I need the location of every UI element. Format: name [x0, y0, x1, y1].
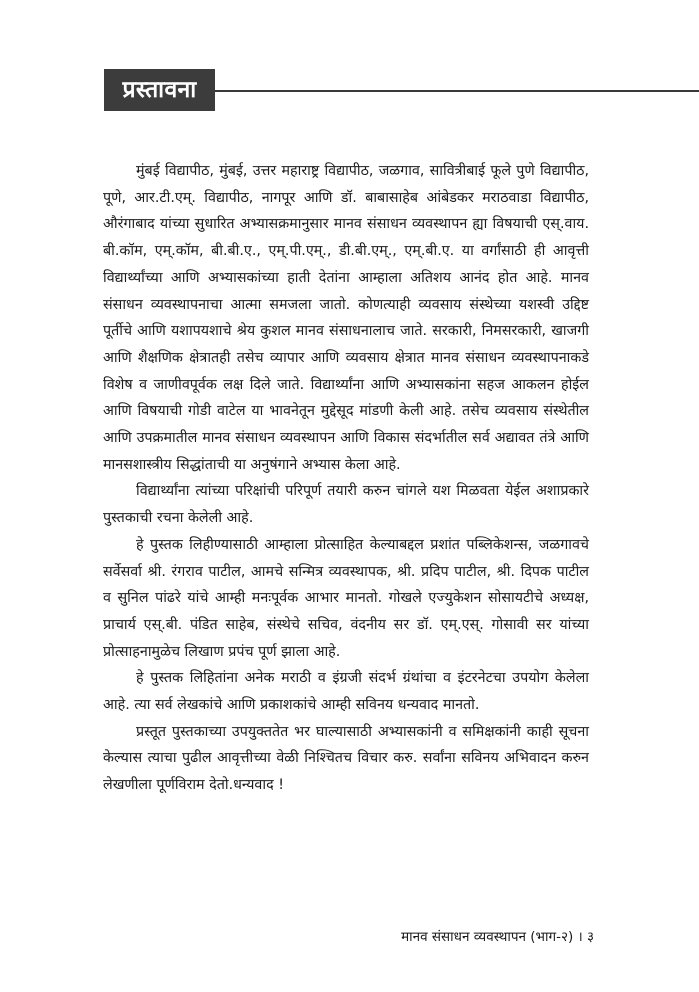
paragraph: विद्यार्थ्यांना त्यांच्या परिक्षांची परिपूर्ण तयारी करुन चांगले यश मिळवता येईल अशाप्रकारे पुस्तकाची रचना केलेली आहे.	[103, 483, 589, 527]
paragraph: मुंबई विद्यापीठ, मुंबई, उत्तर महाराष्ट्र विद्यापीठ, जळगाव, सावित्रीबाई फूले पुणे विद्यापीठ, पूणे, आर.टी.एम्. विद्यापीठ, नागपूर आणि डॉ. बाबासाहेब आंबेडकर मराठवाडा विद्यापीठ, औरंगाबाद यांच्या सुधारित अभ्यासक्रमानुसार मानव संसाधन व्यवस्थापन ह्या विषयाची एस्.वाय. बी.कॉम, एम्.कॉम, बी.बी.ए., एम्.पी.एम्., डी.बी.एम्., एम्.बी.ए. या वर्गांसाठी ही आवृत्ती विद्यार्थ्यांच्या आणि अभ्यासकांच्या हाती देतांना आम्हाला अतिशय आनंद होत आहे. मानव संसाधन व्यवस्थापनाचा आत्मा समजला जातो. कोणत्याही व्यवसाय संस्थेच्या यशस्वी उद्दिष्ट पूर्तीचे आणि यशापयशाचे श्रेय कुशल मानव संसाधनालाच जाते. सरकारी, निमसरकारी, खाजगी आणि शैक्षणिक क्षेत्रातही तसेच व्यापार आणि व्यवसाय क्षेत्रात मानव संसाधन व्यवस्थापनाकडे विशेष व जाणीवपूर्वक लक्ष दिले जाते. विद्यार्थ्यांना आणि अभ्यासकांना सहज आकलन होईल आणि विषयाची गोडी वाटेल या भावनेतून मुद्देसूद मांडणी केली आहे. तसेच व्यवसाय संस्थेतील आणि उपक्रमातील मानव संसाधन व्यवस्थापन आणि विकास संदर्भातील सर्व अद्यावत तंत्रे आणि मानसशास्त्रीय सिद्धांताची या अनुषंगाने अभ्यास केला आहे.	[103, 163, 589, 473]
heading-rule	[215, 90, 699, 92]
chapter-heading	[0, 0, 699, 130]
paragraph: हे पुस्तक लिहीण्यासाठी आम्हाला प्रोत्साहित केल्याबद्दल प्रशांत पब्लिकेशन्स, जळगावचे सर्वेसर्वा श्री. रंगराव पाटील, आमचे सन्मित्र व्यवस्थापक, श्री. प्रदिप पाटील, श्री. दिपक पाटील व सुनिल पांढरे यांचे आम्ही मनःपूर्वक आभार मानतो. गोखले एज्युकेशन सोसायटीचे अध्यक्ष, प्राचार्य एस्.बी. पंडित साहेब, संस्थेचे सचिव, वंदनीय सर डॉ. एम्.एस्. गोसावी सर यांच्या प्रोत्साहनामुळेच लिखाण प्रपंच पूर्ण झाला आहे.	[103, 536, 589, 660]
paragraph: हे पुस्तक लिहितांना अनेक मराठी व इंग्रजी संदर्भ ग्रंथांचा व इंटरनेटचा उपयोग केलेला आहे. त्या सर्व लेखकांचे आणि प्रकाशकांचे आम्ही सविनय धन्यवाद मानतो.	[103, 670, 589, 714]
page-footer: मानव संसाधन व्यवस्थापन (भाग-२) । ३	[401, 929, 594, 945]
body-text	[103, 158, 589, 799]
chapter-title: प्रस्तावना	[104, 69, 215, 111]
paragraph: प्रस्तूत पुस्तकाच्या उपयुक्ततेत भर घाल्यासाठी अभ्यासकांनी व समिक्षकांनी काही सूचना केल्यास त्याचा पुढील आवृत्तीच्या वेळी निश्चितच विचार करु. सर्वांना सविनय अभिवादन करुन लेखणीला पूर्णविराम देतो.धन्यवाद !	[103, 723, 589, 794]
